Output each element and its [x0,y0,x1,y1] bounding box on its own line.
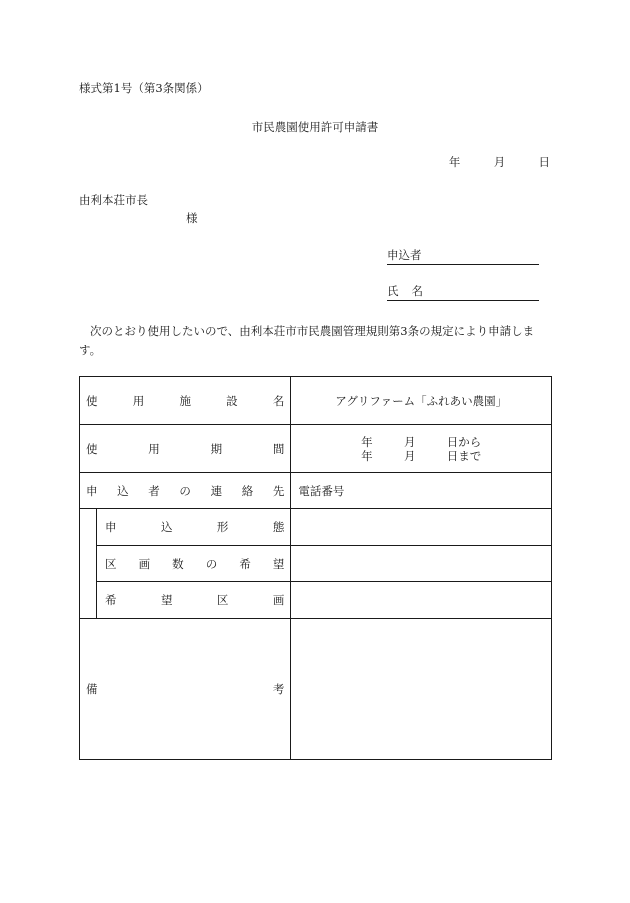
remarks-value[interactable] [291,619,552,760]
period-label [86,441,284,457]
plot-count-value[interactable] [291,546,552,582]
facility-value[interactable]: アグリファーム「ふれあい農園」 [291,377,552,425]
indent-cell [80,509,97,619]
application-type-row [80,509,552,546]
period-end-year: 年 [361,448,373,463]
period-start-year: 年 [361,434,373,449]
addressee: 由利本荘市長 [79,193,148,207]
label-char: 設 [226,393,238,408]
label-char: 名 [272,393,285,408]
label-char: 区 [216,593,229,607]
date-line [449,155,550,169]
label-char: 使 [86,441,98,456]
label-char: 希 [239,556,251,571]
preferred-plot-label [105,592,284,608]
application-type-label [105,519,284,535]
label-char: の [205,556,218,571]
honorific: 様 [186,211,198,225]
period-row [80,425,552,473]
contact-label [86,483,284,499]
preferred-plot-value[interactable] [291,582,552,619]
label-char: 形 [216,520,229,534]
label-char: 施 [179,393,191,408]
preferred-plot-label-cell [97,582,291,619]
preferred-plot-row [80,582,552,619]
period-start [291,435,551,449]
label-char: 期 [210,441,223,456]
label-char: 使 [86,393,98,408]
application-type-value[interactable] [291,509,552,546]
label-char: 画 [272,593,285,607]
remarks-label-start: 備 [86,682,98,696]
facility-label [86,393,284,409]
contact-value[interactable]: 電話番号 [291,473,552,509]
document-title: 市民農園使用許可申請書 [251,120,379,134]
period-end-month: 月 [403,448,416,463]
label-char: 数 [172,556,184,571]
plot-count-row [80,546,552,582]
label-char: の [179,483,191,498]
plot-count-label [105,556,284,572]
label-char: 態 [272,520,285,534]
label-char: 申 [86,483,98,498]
period-start-month: 月 [403,434,416,449]
label-char: 用 [132,393,145,408]
plot-count-label-cell [97,546,291,582]
period-end-day: 日まで [446,448,482,463]
facility-label-cell [80,377,291,425]
remarks-label [86,681,284,697]
date-year: 年 [448,155,461,169]
label-char: 望 [160,593,173,607]
date-day: 日 [538,155,550,169]
period-end [291,449,551,463]
applicant-field[interactable] [387,248,539,265]
name-field[interactable] [387,284,539,301]
date-month: 月 [493,155,506,169]
period-label-cell [80,425,291,473]
contact-row [80,473,552,509]
period-start-day: 日から [446,434,482,449]
application-form-table [79,376,552,760]
label-char: 者 [148,483,160,498]
facility-row [80,377,552,425]
application-statement: 次のとおり使用したいので、由利本荘市市民農園管理規則第3条の規定により申請します。 [79,324,535,357]
label-char: 先 [272,483,285,498]
contact-label-cell [80,473,291,509]
label-char: 間 [272,441,285,456]
label-char: 希 [105,593,117,607]
remarks-row [80,619,552,760]
label-char: 込 [117,483,129,498]
label-char: 絡 [241,483,254,498]
label-char: 連 [210,483,223,498]
remarks-label-cell [80,619,291,760]
form-number: 様式第1号（第3条関係） [79,81,209,95]
label-char: 申 [105,520,117,534]
name-label: 氏名 [387,284,436,298]
label-char: 込 [160,520,173,534]
period-value[interactable] [291,425,552,473]
applicant-label: 申込者 [387,248,422,262]
remarks-label-end: 考 [272,682,285,696]
label-char: 望 [272,556,285,571]
label-char: 画 [138,556,151,571]
label-char: 用 [148,441,160,456]
application-type-label-cell [97,509,291,546]
label-char: 区 [105,556,117,571]
